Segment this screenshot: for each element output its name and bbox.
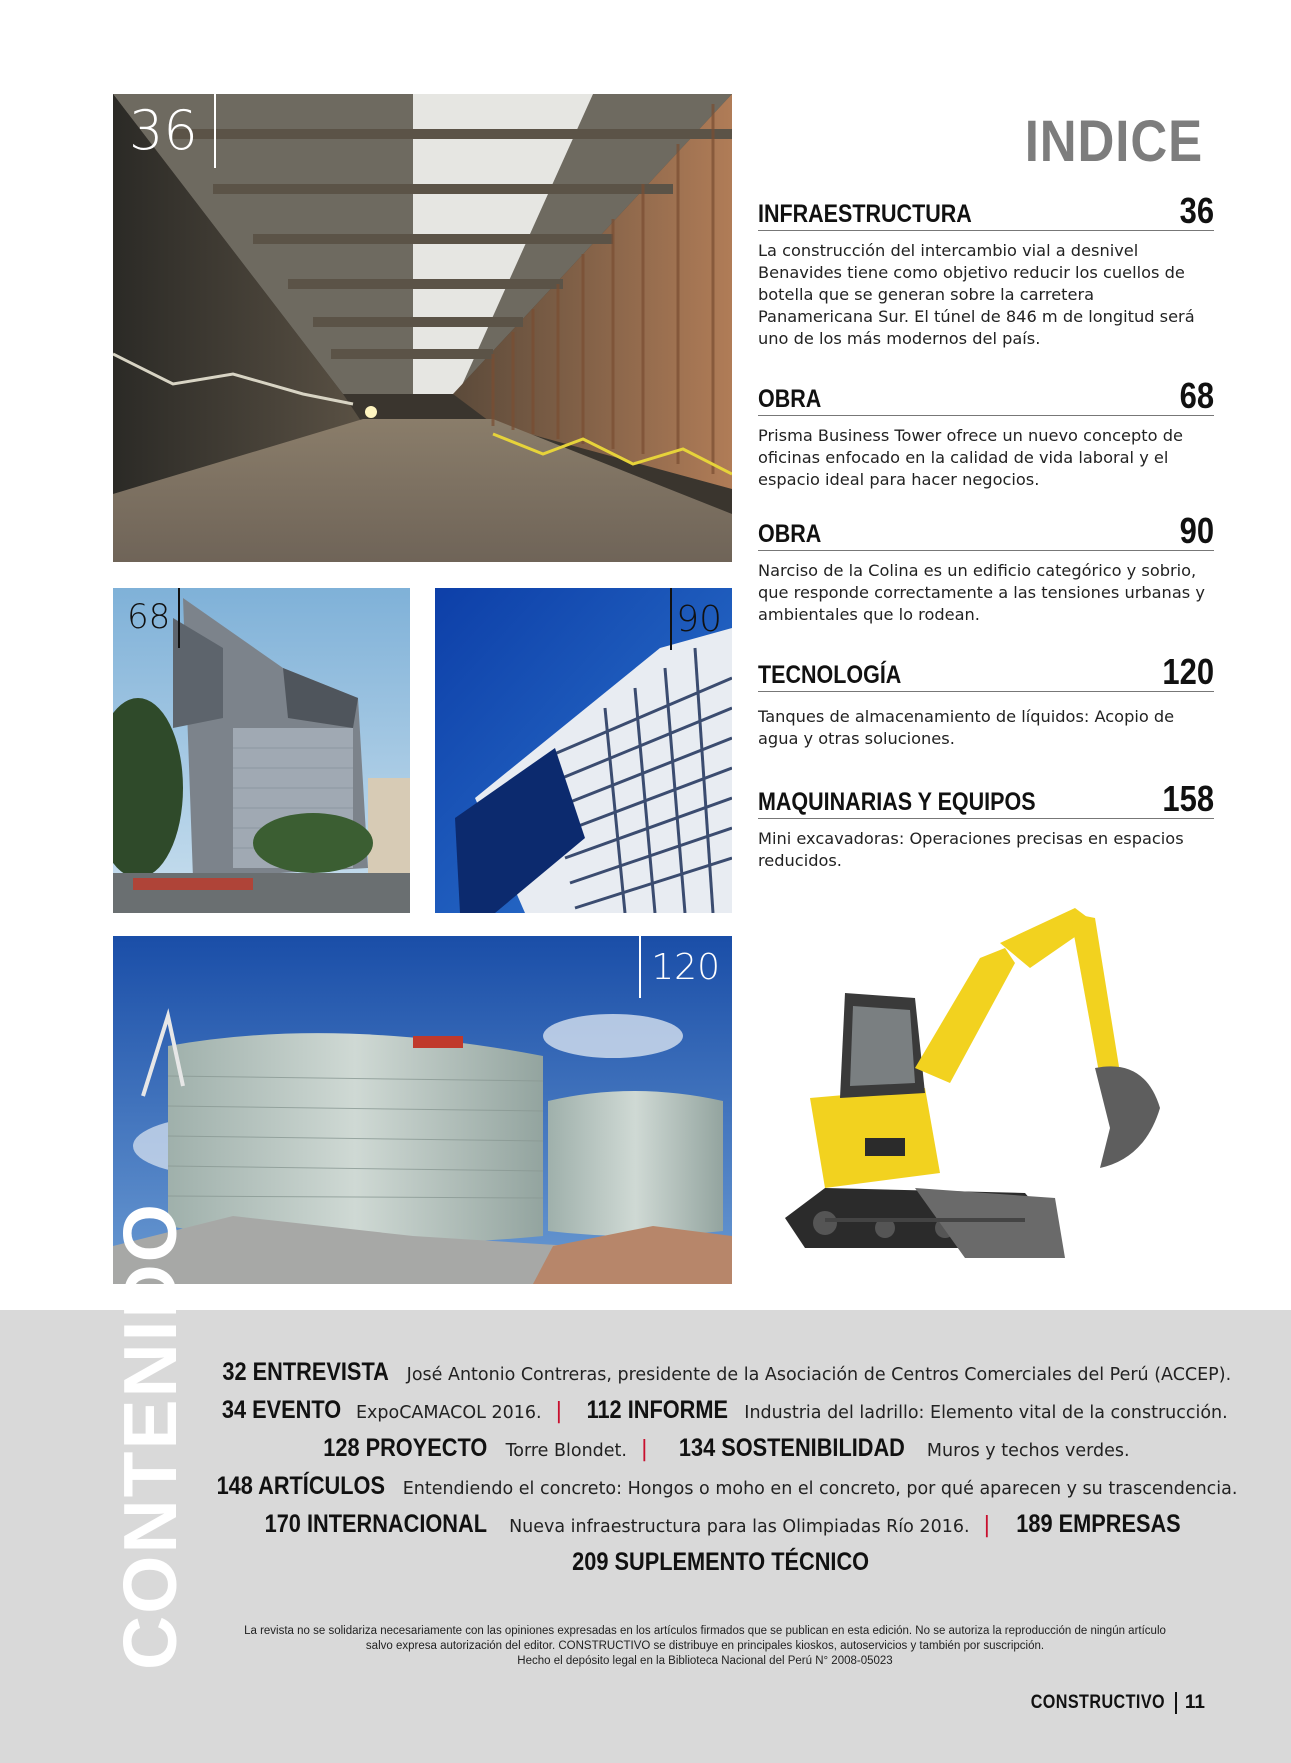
contents-entry-heading[interactable]: 209 SUPLEMENTO TÉCNICO [572,1548,869,1576]
photo-building [435,588,732,913]
index-section-title: OBRA [758,385,822,413]
index-section-header [758,510,1214,551]
contents-separator: | [555,1399,563,1424]
index-section-description: Prisma Business Tower ofrece un nuevo concepto de oficinas enfocado en la calidad de vida laboral y el espacio ideal para hacer negocios. [758,426,1183,489]
index-section-infraestructura[interactable] [758,190,1214,350]
contents-entry-heading[interactable]: 32 ENTREVISTA [222,1358,389,1386]
index-section-header [758,651,1214,692]
index-section-obra-90[interactable] [758,510,1214,626]
index-section-page: 68 [1179,375,1214,416]
photo-excavator [765,898,1210,1286]
photo-tanks [113,936,732,1284]
index-section-header [758,778,1214,819]
index-section-page: 36 [1179,190,1214,231]
contents-line [150,1472,1291,1501]
photo-tower [113,588,410,913]
contents-entry-heading[interactable]: 148 ARTÍCULOS [216,1472,385,1500]
index-section-maquinarias[interactable] [758,778,1214,872]
contents-entry-heading[interactable]: 189 EMPRESAS [1016,1510,1181,1538]
contents-entry-text: Nueva infraestructura para las Olimpiadas Río 2016. [509,1517,970,1537]
disclaimer-line: salvo expresa autorización del editor. CONSTRUCTIVO se distribuye en principales kioskos, autoservicios y también por suscripción. [365,1640,1045,1652]
index-section-obra-68[interactable] [758,375,1214,491]
contents-entry-text: José Antonio Contreras, presidente de la Asociación de Centros Comerciales del Perú (ACCEP). [406,1365,1232,1385]
footer-brand: CONSTRUCTIVO [1030,1692,1165,1713]
index-section-header [758,375,1214,416]
contents-separator: | [640,1437,648,1462]
photo-tower-number: 68 [113,588,180,648]
index-section-title: INFRAESTRUCTURA [758,200,972,228]
disclaimer-line: Hecho el depósito legal en la Biblioteca Nacional del Perú N° 2008-05023 [517,1655,893,1667]
index-section-title: TECNOLOGÍA [758,661,902,689]
contents-entry-text: Entendiendo el concreto: Hongos o moho en el concreto, por qué aparecen y su trascendencia. [402,1479,1238,1499]
contents-entry-text: ExpoCAMACOL 2016. [355,1403,542,1423]
footer-divider [1175,1692,1177,1714]
photo-tunnel-number: 36 [129,94,216,168]
index-section-title: OBRA [758,520,822,548]
index-section-description: La construcción del intercambio vial a desnivel Benavides tiene como objetivo reducir los cuellos de botella que se generan sobre la carretera Panamericana Sur. El túnel de 846 m de longitud será uno de los más modernos del país. [758,241,1195,348]
disclaimer [180,1624,1230,1669]
contents-entry-heading[interactable]: 134 SOSTENIBILIDAD [678,1434,905,1462]
contents-entry-heading[interactable]: 128 PROYECTO [323,1434,488,1462]
disclaimer-line: La revista no se solidariza necesariamente con las opiniones expresadas en los artículos firmados que se publican en esta edición. No se autoriza la reproducción de ningún artículo [244,1625,1166,1637]
contents-line [150,1548,1291,1577]
photo-tanks-number: 120 [639,936,720,998]
photo-building-number: 90 [670,588,722,650]
contents-line [150,1434,1291,1463]
contents-entry-heading[interactable]: 170 INTERNACIONAL [264,1510,487,1538]
contents-label: CONTENIDO [108,1202,192,1670]
page-footer [1007,1692,1205,1714]
index-section-description: Tanques de almacenamiento de líquidos: Acopio de agua y otras soluciones. [758,707,1175,748]
index-section-description: Narciso de la Colina es un edificio categórico y sobrio, que responde correctamente a las tensiones urbanas y ambientales que lo rodean. [758,561,1205,624]
index-section-page: 90 [1179,510,1214,551]
contents-entry-text: Industria del ladrillo: Elemento vital de la construcción. [744,1403,1228,1423]
index-section-page: 158 [1162,778,1214,819]
index-section-description: Mini excavadoras: Operaciones precisas en espacios reducidos. [758,829,1184,870]
contents-entry-text: Muros y techos verdes. [926,1441,1130,1461]
contents-line [150,1396,1291,1425]
index-section-title: MAQUINARIAS Y EQUIPOS [758,788,1036,816]
contents-separator: | [983,1513,991,1538]
index-section-tecnologia[interactable] [758,651,1214,750]
contents-entry-heading[interactable]: 34 EVENTO [222,1396,342,1424]
index-section-header [758,190,1214,231]
contents-entry-text: Torre Blondet. [505,1441,627,1461]
contents-line [150,1358,1291,1387]
index-title: INDICE [1024,109,1203,174]
photo-tunnel [113,94,732,562]
footer-page-number: 11 [1184,1692,1205,1713]
index-section-page: 120 [1162,651,1214,692]
contents-entry-heading[interactable]: 112 INFORME [586,1396,729,1424]
contents-line [150,1510,1291,1539]
